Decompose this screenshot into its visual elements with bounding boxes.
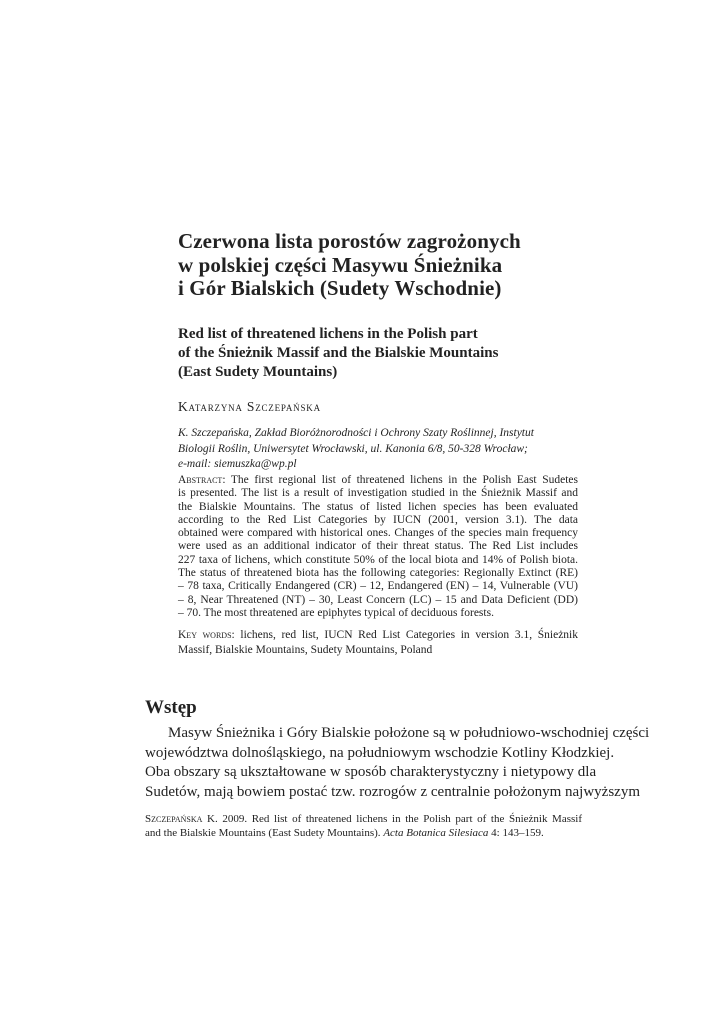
affiliation-line: K. Szczepańska, Zakład Bioróżnorodności i Ochrony Szaty Roślinnej, Instytut [178,427,534,439]
abstract-line [178,474,578,487]
english-title-line: (East Sudety Mountains) [178,364,338,380]
abstract-line: the Bialskie Mountains. The status of listed lichen species has been evaluated [178,500,578,513]
abstract-line: obtained were compared with historical ones. Changes of the species main frequency [178,527,578,540]
abstract-label: Abstract: [178,474,226,486]
citation-line [145,812,582,826]
abstract-line: – 70. The most threatened are epiphytes typical of deciduous forests. [178,606,494,619]
keywords [178,628,578,657]
affiliation-line: e-mail: siemuszka@wp.pl [178,458,297,470]
citation [145,812,582,840]
keywords-line [178,628,578,643]
abstract-first-line: The first regional list of threatened lichens in the Polish East Sudetes [230,474,578,486]
keywords-line: Massif, Bialskie Mountains, Sudety Mountains, Poland [178,643,433,656]
keywords-label: Key words: [178,629,235,641]
abstract-line: 227 taxa of lichens, which constitute 50% of the local biota and 14% of Polish biota. [178,553,578,566]
english-title-line: of the Śnieżnik Massif and the Bialskie Mountains [178,345,499,361]
affiliation-line: Biologii Roślin, Uniwersytet Wrocławski, ul. Kanonia 6/8, 50-328 Wrocław; [178,442,528,455]
abstract [178,474,578,620]
abstract-line: – 8, Near Threatened (NT) – 30, Least Concern (LC) – 15 and Data Deficient (DD) [178,593,578,606]
abstract-line: The status of threatened biota has the following categories: Regionally Extinct (RE) [178,567,578,580]
body-line: Sudetów, mają bowiem postać tzw. rozrogów z centralnie położonym najwyższym [145,783,640,800]
citation-line1-text: K. 2009. Red list of threatened lichens in the Polish part of the Śnieżnik Massif [207,813,583,825]
polish-title-line: i Gór Bialskich (Sudety Wschodnie) [178,276,502,300]
polish-title-line: w polskiej części Masywu Śnieżnika [178,252,503,277]
abstract-line: is presented. The list is a result of investigation studied in the Śnieżnik Massif and [178,487,578,500]
citation-line [145,826,582,840]
body-line: Oba obszary są ukształtowane w sposób charakterystyczny i nietypowy dla [145,764,597,780]
author-affiliation [178,426,578,473]
citation-line2-text: and the Bialskie Mountains (East Sudety Mountains). [145,827,381,839]
english-title [178,325,598,382]
polish-title-line: Czerwona lista porostów zagrożonych [178,229,521,253]
abstract-line: according to the Red List Categories by IUCN (2001, version 3.1). The data [178,513,578,526]
keywords-first-line: lichens, red list, IUCN Red List Categories in version 3.1, Śnieżnik [240,629,578,641]
citation-journal: Acta Botanica Silesiaca [383,827,489,839]
author-name: Katarzyna Szczepańska [178,399,321,414]
english-title-line: Red list of threatened lichens in the Polish part [178,326,478,342]
section-heading: Wstęp [145,697,197,718]
polish-title [178,230,598,301]
citation-author: Szczepańska [145,813,203,825]
body-paragraph [145,724,650,802]
abstract-line: – 78 taxa, Critically Endangered (CR) – 12, Endangered (EN) – 14, Vulnerable (VU) [178,580,578,593]
citation-volume-pages: 4: 143–159. [491,827,544,839]
abstract-line: were used as an additional indicator of their threat status. The Red List includes [178,540,578,553]
body-line: województwa dolnośląskiego, na południowym wschodzie Kotliny Kłodzkiej. [145,744,615,761]
body-line: Masyw Śnieżnika i Góry Bialskie położone są w południowo-wschodniej części [168,725,650,741]
